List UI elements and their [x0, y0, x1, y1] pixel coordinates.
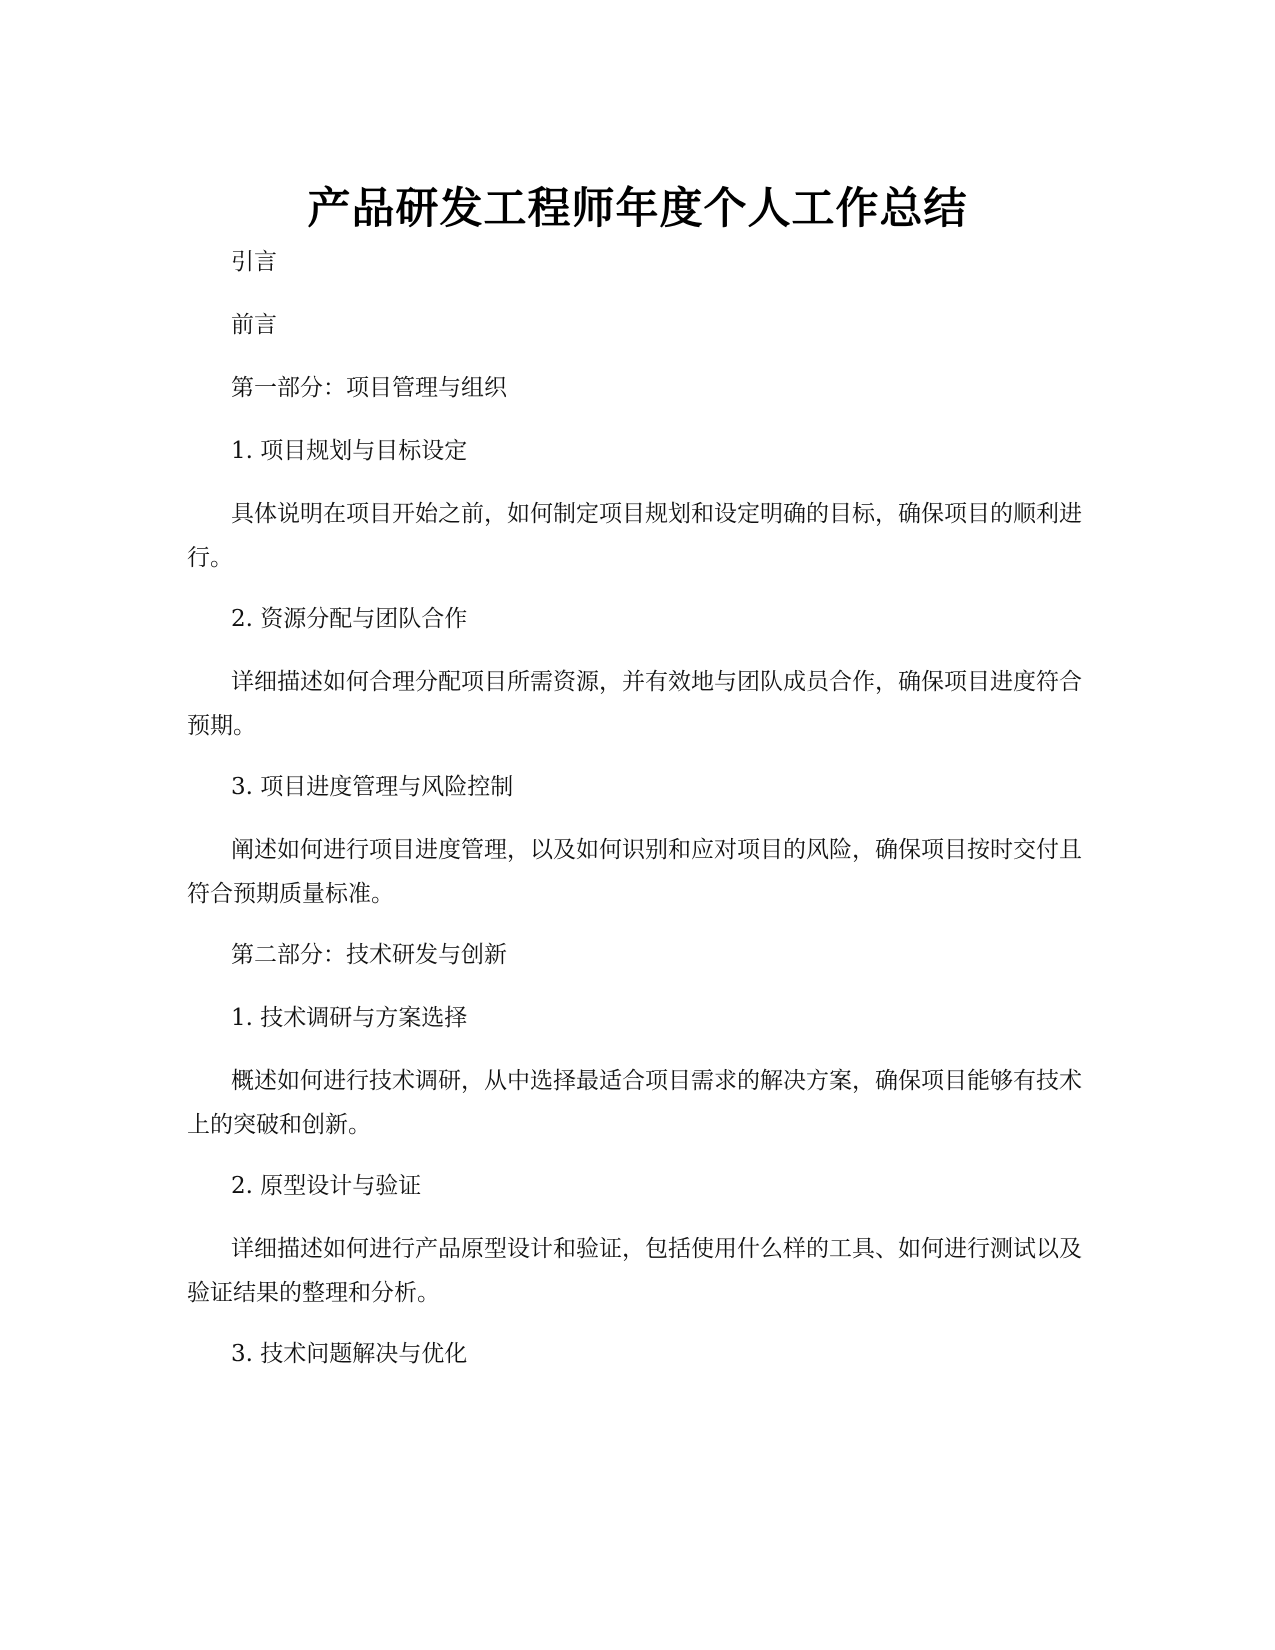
part-two-heading: 第二部分：技术研发与创新 — [231, 942, 507, 968]
subheading-1-2: 2. 资源分配与团队合作 — [231, 606, 468, 632]
paragraph-1-3: 阐述如何进行项目进度管理，以及如何识别和应对项目的风险，确保项目按时交付且符合预期质量标准。 — [187, 837, 1082, 907]
paragraph-2-1: 概述如何进行技术调研，从中选择最适合项目需求的解决方案，确保项目能够有技术上的突破和创新。 — [187, 1068, 1082, 1138]
paragraph-1-1: 具体说明在项目开始之前，如何制定项目规划和设定明确的目标，确保项目的顺利进行。 — [187, 501, 1082, 571]
part-one-heading: 第一部分：项目管理与组织 — [231, 375, 507, 401]
subheading-2-1: 1. 技术调研与方案选择 — [231, 1005, 468, 1031]
paragraph-1-2: 详细描述如何合理分配项目所需资源，并有效地与团队成员合作，确保项目进度符合预期。 — [187, 669, 1082, 739]
section-preface: 前言 — [231, 312, 277, 338]
document-body — [187, 240, 1082, 1395]
document-title: 产品研发工程师年度个人工作总结 — [307, 183, 968, 234]
subheading-1-3: 3. 项目进度管理与风险控制 — [231, 774, 514, 800]
subheading-1-1: 1. 项目规划与目标设定 — [231, 438, 468, 464]
subheading-2-2: 2. 原型设计与验证 — [231, 1173, 422, 1199]
paragraph-2-2: 详细描述如何进行产品原型设计和验证，包括使用什么样的工具、如何进行测试以及验证结果的整理和分析。 — [187, 1236, 1082, 1306]
subheading-2-3: 3. 技术问题解决与优化 — [231, 1341, 468, 1367]
section-intro: 引言 — [231, 249, 277, 275]
